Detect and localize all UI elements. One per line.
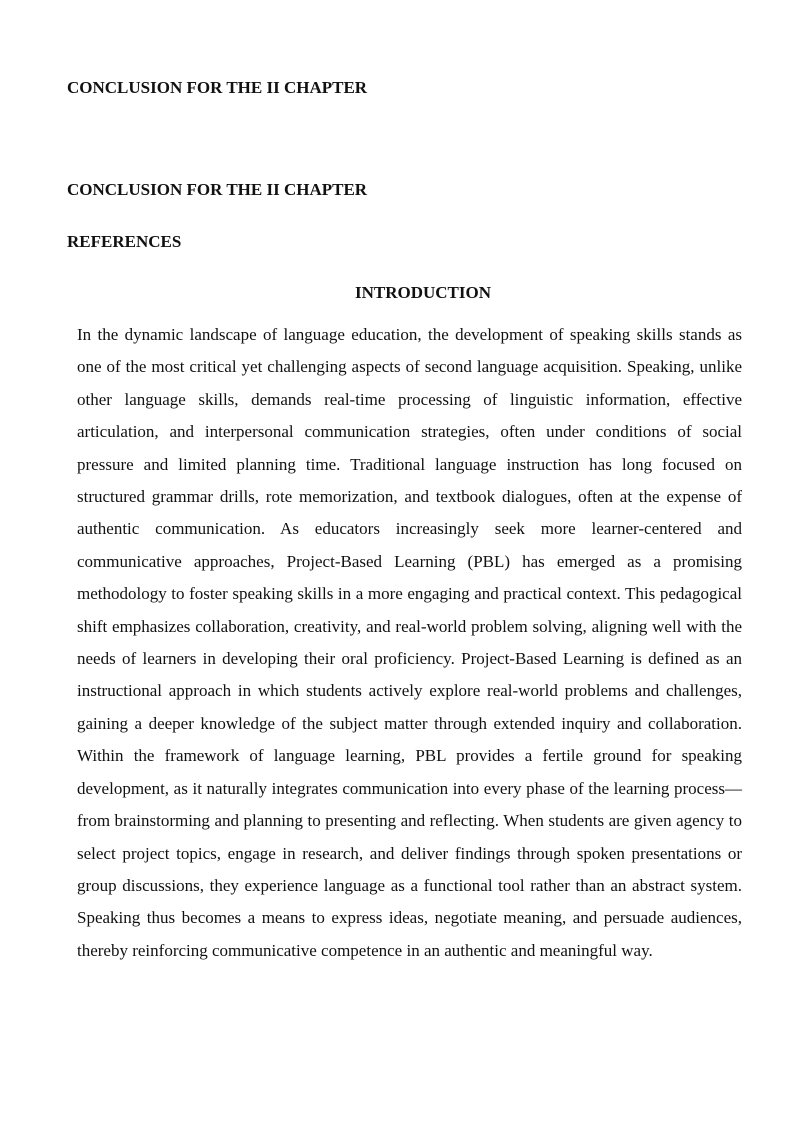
toc-references-heading: REFERENCES	[67, 232, 182, 251]
toc-conclusion-chapter-2-heading-repeat: CONCLUSION FOR THE II CHAPTER	[67, 180, 368, 199]
introduction-paragraph: In the dynamic landscape of language education, the development of speaking skills stands as one of the most critical yet challenging aspects of second language acquisition. Speaking, unlike other language skills, demands real-time processing of linguistic information, effective articulation, and interpersonal communication strategies, often under conditions of social pressure and limited planning time. Traditional language instruction has long focused on structured grammar drills, rote memorization, and textbook dialogues, often at the expense of authentic communication. As educators increasingly seek more learner-centered and communicative approaches, Project-Based Learning (PBL) has emerged as a promising methodology to foster speaking skills in a more engaging and practical context. This pedagogical shift emphasizes collaboration, creativity, and real-world problem solving, aligning well with the needs of learners in developing their oral proficiency. Project-Based Learning is defined as an instructional approach in which students actively explore real-world problems and challenges, gaining a deeper knowledge of the subject matter through extended inquiry and collaboration. Within the framework of language learning, PBL provides a fertile ground for speaking development, as it naturally integrates communication into every phase of the learning process—from brainstorming and planning to presenting and reflecting. When students are given agency to select project topics, engage in research, and deliver findings through spoken presentations or group discussions, they experience language as a functional tool rather than an abstract system. Speaking thus becomes a means to express ideas, negotiate meaning, and persuade audiences, thereby reinforcing communicative competence in an authentic and meaningful way.	[77, 325, 742, 960]
toc-conclusion-chapter-2-heading: CONCLUSION FOR THE II CHAPTER	[67, 78, 368, 97]
introduction-title: INTRODUCTION	[354, 283, 492, 302]
